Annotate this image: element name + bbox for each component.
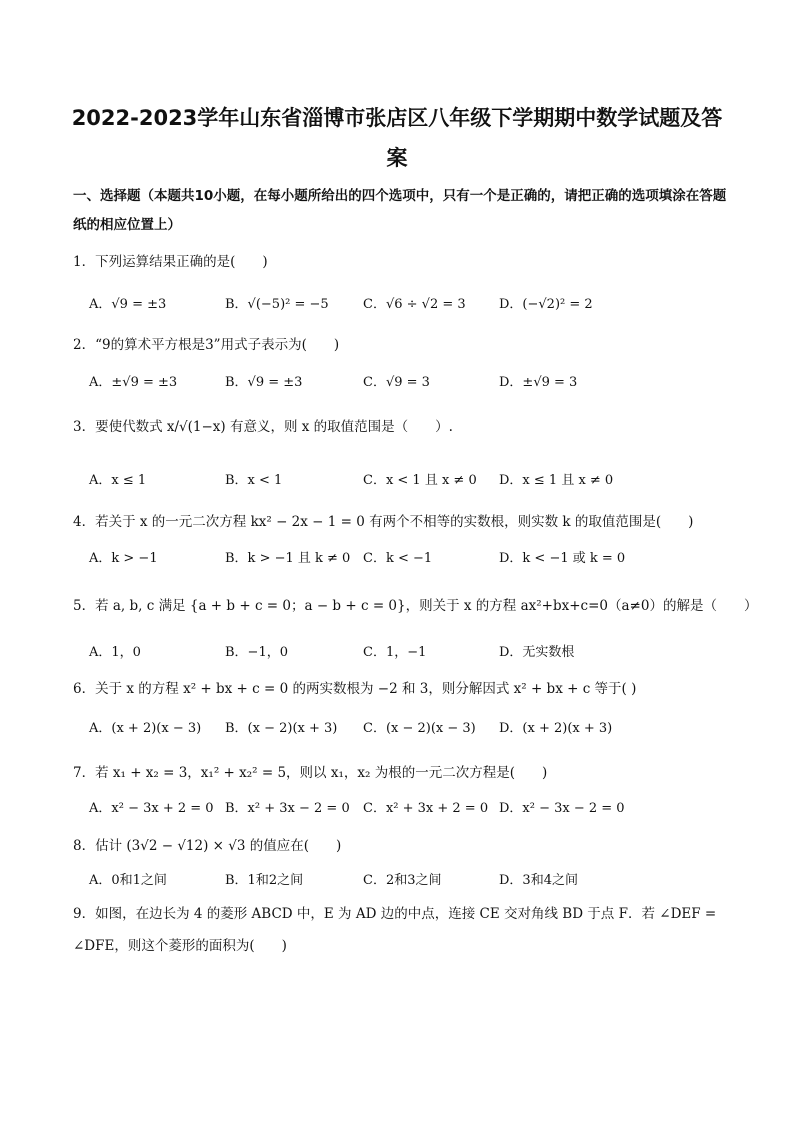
option-a: A．0和1之间 [89,873,167,888]
question-6-stem: 6．关于 x 的方程 x² + bx + c = 0 的两实数根为 −2 和 3，则分解因式 x² + bx + c 等于( ) [73,681,637,697]
question-5-options [89,639,729,667]
option-c: C．√6 ÷ √2 = 3 [363,297,466,312]
option-b: B．1和2之间 [225,873,304,888]
option-b: B．(x − 2)(x + 3) [225,721,338,736]
option-b: B．k > −1 且 k ≠ 0 [225,551,351,566]
option-a: A．x ≤ 1 [89,473,147,488]
option-a: A．k > −1 [89,551,158,566]
option-a: A．x² − 3x + 2 = 0 [89,801,214,816]
question-3-stem: 3．要使代数式 x/√(1−x) 有意义，则 x 的取值范围是（ ）. [73,419,453,435]
option-a: A．(x + 2)(x − 3) [89,721,202,736]
page-title-continued: 案 [386,146,408,170]
option-b: B．x² + 3x − 2 = 0 [225,801,350,816]
option-d: D．±√9 = 3 [499,375,578,390]
section-heading: 一、选择题（本题共10小题，在每小题所给出的四个选项中，只有一个是正确的，请把正确的选项填涂在答题纸的相应位置上） [73,188,727,233]
question-6-options [89,715,729,743]
option-d: D．k < −1 或 k = 0 [499,551,626,566]
option-b: B．−1，0 [225,645,288,660]
question-2-options [89,369,729,397]
page-title: 2022-2023学年山东省淄博市张店区八年级下学期期中数学试题及答 [71,106,723,130]
option-c: C．(x − 2)(x − 3) [363,721,476,736]
option-d: D．无实数根 [499,645,575,660]
question-4-options [89,545,729,573]
option-c: C．x² + 3x + 2 = 0 [363,801,489,816]
option-d: D．(x + 2)(x + 3) [499,721,613,736]
question-7-options [89,795,729,823]
question-8-options [89,867,729,895]
question-5-stem: 5．若 a, b, c 满足 {a + b + c = 0；a − b + c = 0}，则关于 x 的方程 ax²+bx+c=0（a≠0）的解是（ ） [73,598,758,614]
question-2-stem: 2．“9的算术平方根是3”用式子表示为( ) [73,337,340,353]
option-d: D．3和4之间 [499,873,578,888]
question-9-stem: 9．如图，在边长为 4 的菱形 ABCD 中，E 为 AD 边的中点，连接 CE 交对角线 BD 于点 F．若 ∠DEF = ∠DFE，则这个菱形的面积为( ) [73,906,717,954]
option-d: D．x ≤ 1 且 x ≠ 0 [499,473,614,488]
question-1-stem: 1．下列运算结果正确的是( ) [73,254,268,270]
option-c: C．√9 = 3 [363,375,430,390]
option-a: A．±√9 = ±3 [89,375,178,390]
option-b: B．√(−5)² = −5 [225,297,329,312]
option-c: C．k < −1 [363,551,433,566]
option-d: D．(−√2)² = 2 [499,297,593,312]
question-3-options [89,467,729,495]
option-b: B．√9 = ±3 [225,375,303,390]
question-1-options [89,291,729,319]
option-c: C．1，−1 [363,645,427,660]
option-b: B．x < 1 [225,473,283,488]
option-c: C．2和3之间 [363,873,442,888]
question-8-stem: 8．估计 (3√2 − √12) × √3 的值应在( ) [73,838,342,854]
option-a: A．1，0 [89,645,141,660]
option-a: A．√9 = ±3 [89,297,167,312]
option-d: D．x² − 3x − 2 = 0 [499,801,625,816]
question-4-stem: 4．若关于 x 的一元二次方程 kx² − 2x − 1 = 0 有两个不相等的实数根，则实数 k 的取值范围是( ) [73,514,694,530]
question-7-stem: 7．若 x₁ + x₂ = 3，x₁² + x₂² = 5，则以 x₁，x₂ 为根的一元二次方程是( ) [73,765,548,781]
option-c: C．x < 1 且 x ≠ 0 [363,473,477,488]
